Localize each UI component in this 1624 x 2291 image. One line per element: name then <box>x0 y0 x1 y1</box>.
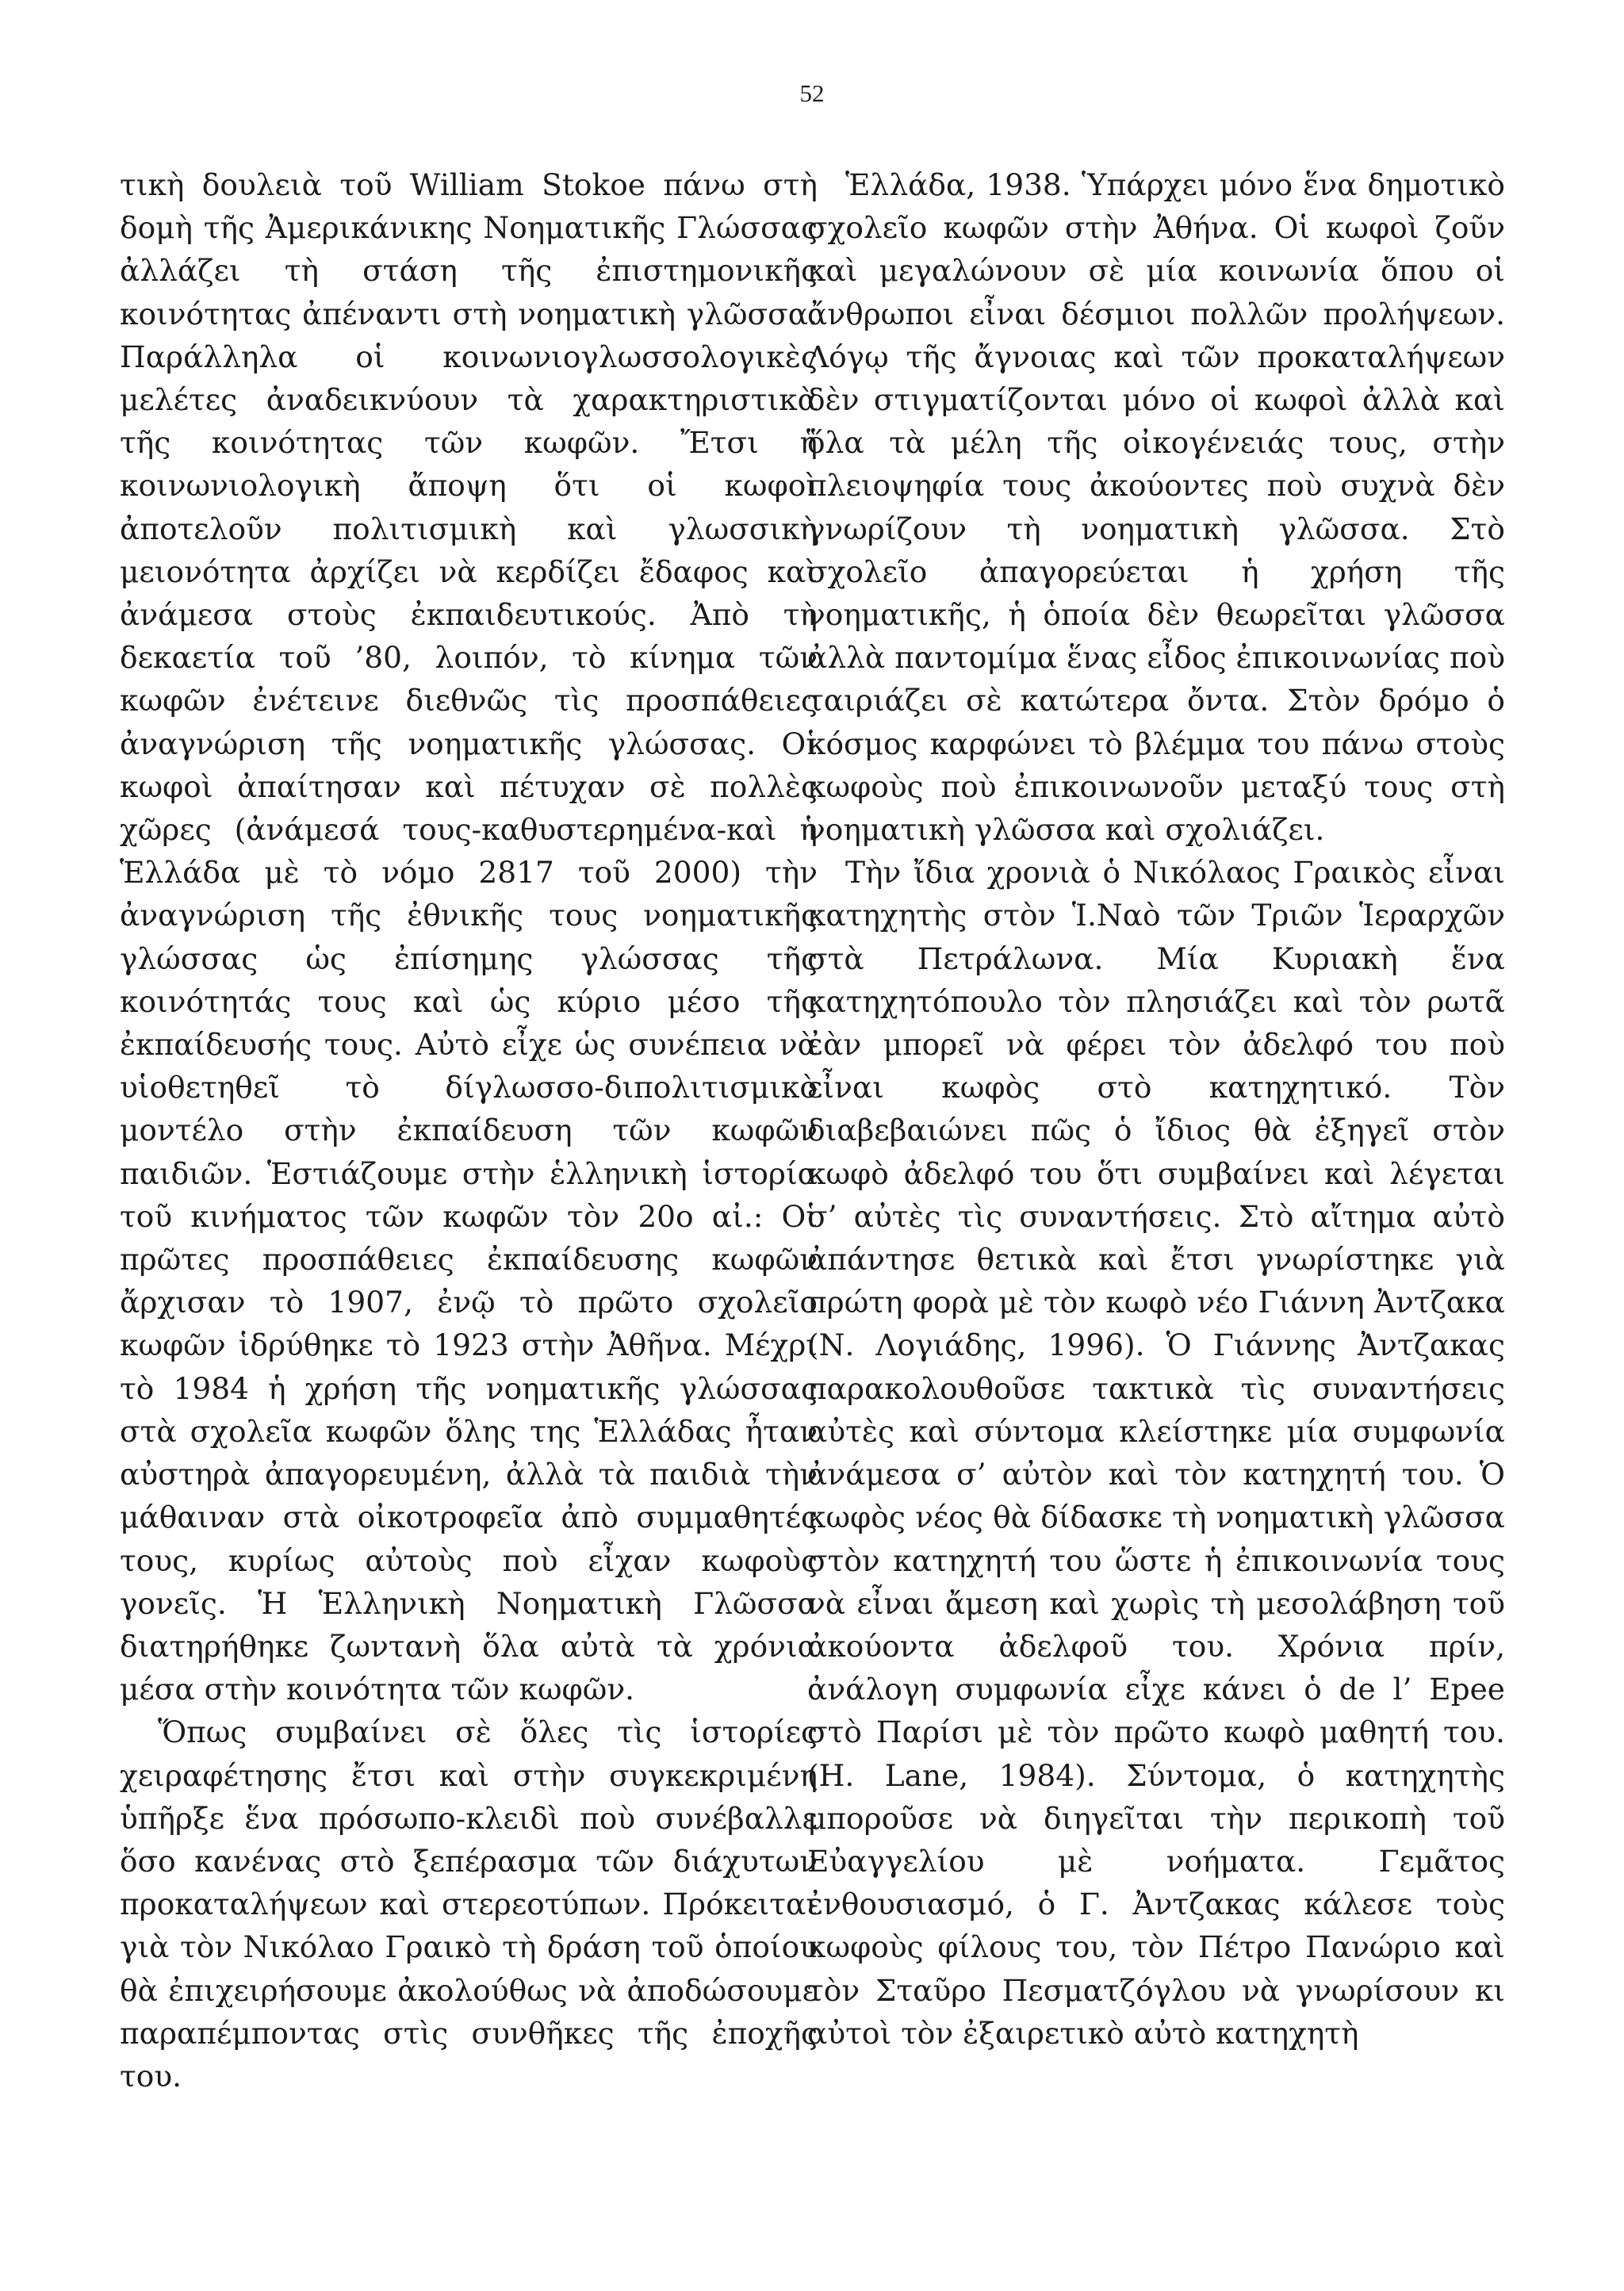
left-column <box>120 163 818 2098</box>
right-paragraph-2: Τὴν ἴδια χρονιὰ ὁ Νικόλαος Γραικὸς εἶναι κατηχητὴς στὸν Ἱ.Ναὸ τῶν Τριῶν Ἱεραρχῶν στὰ Πετράλωνα. Μία Κυριακὴ ἕνα κατηχητόπουλο τὸν πλησιάζει καὶ τὸν ρωτᾶ ἐὰν μπορεῖ νὰ φέρει τὸν ἀδελφό του ποὺ εἶναι κωφὸς στὸ κατηχητικό. Τὸν διαβεβαιώνει πῶς ὁ ἴδιος θὰ ἐξηγεῖ στὸν κωφὸ ἀδελφό του ὅτι συμβαίνει καὶ λέγεται σ’ αὐτὲς τὶς συναντήσεις. Στὸ αἴτημα αὐτὸ ἀπάντησε θετικὰ καὶ ἔτσι γνωρίστηκε γιὰ πρώτη φορὰ μὲ τὸν κωφὸ νέο Γιάννη Ἀντζακα (Ν. Λογιάδης, 1996). Ὁ Γιάννης Ἀντζακας παρακολουθοῦσε τακτικὰ τὶς συναντήσεις αὐτὲς καὶ σύντομα κλείστηκε μία συμφωνία ἀνάμεσα σ’ αὐτὸν καὶ τὸν κατηχητή του. Ὁ κωφὸς νέος θὰ δίδασκε τὴ νοηματικὴ γλῶσσα στὸν κατηχητή του ὥστε ἡ ἐπικοινωνία τους νὰ εἶναι ἄμεση καὶ χωρὶς τὴ μεσολάβηση τοῦ ἀκούοντα ἀδελφοῦ του. Χρόνια πρίν, ἀνάλογη συμφωνία εἶχε κάνει ὁ de l’ Epee στὸ Παρίσι μὲ τὸν πρῶτο κωφὸ μαθητή του. (H. Lane, 1984). Σύντομα, ὁ κατηχητὴς μποροῦσε νὰ διηγεῖται τὴν περικοπὴ τοῦ Εὐαγγελίου μὲ νοήματα. Γεμᾶτος ἐνθουσιασμό, ὁ Γ. Ἀντζακας κάλεσε τοὺς κωφοὺς φίλους του, τὸν Πέτρο Πανώριο καὶ τὸν Σταῦρο Πεσματζόγλου νὰ γνωρίσουν κι αὐτοὶ τὸν ἐξαιρετικὸ αὐτὸ κατηχητὴ <box>807 855 1505 2051</box>
left-paragraph-2: Ὅπως συμβαίνει σὲ ὅλες τὶς ἱστορίες χειραφέτησης ἔτσι καὶ στὴν συγκεκριμένη ὑπῆρξε ἕνα πρόσωπο-κλειδὶ ποὺ συνέβαλλε ὅσο κανένας στὸ ξεπέρασμα τῶν διάχυτων προκαταλήψεων καὶ στερεοτύπων. Πρόκειται γιὰ τὸν Νικόλαο Γραικὸ τὴ δράση τοῦ ὁποίου θὰ ἐπιχειρήσουμε ἀκολούθως νὰ ἀποδώσουμε παραπέμποντας στὶς συνθῆκες τῆς ἐποχῆς του. <box>120 1714 818 2094</box>
right-paragraph-1: Ἑλλάδα, 1938. Ὑπάρχει μόνο ἕνα δημοτικὸ σχολεῖο κωφῶν στὴν Ἀθήνα. Οἱ κωφοὶ ζοῦν καὶ μεγαλώνουν σὲ μία κοινωνία ὅπου οἱ ἄνθρωποι εἶναι δέσμιοι πολλῶν προλήψεων. Λόγῳ τῆς ἄγνοιας καὶ τῶν προκαταλήψεων δὲν στιγματίζονται μόνο οἱ κωφοὶ ἀλλὰ καὶ ὅλα τὰ μέλη τῆς οἰκογένειάς τους, στὴν πλειοψηφία τους ἀκούοντες ποὺ συχνὰ δὲν γνωρίζουν τὴ νοηματικὴ γλῶσσα. Στὸ σχολεῖο ἀπαγορεύεται ἡ χρήση τῆς νοηματικῆς, ἡ ὁποία δὲν θεωρεῖται γλῶσσα ἀλλὰ παντομίμα ἕνας εἶδος ἐπικοινωνίας ποὺ ταιριάζει σὲ κατώτερα ὄντα. Στὸν δρόμο ὁ κόσμος καρφώνει τὸ βλέμμα του πάνω στοὺς κωφοὺς ποὺ ἐπικοινωνοῦν μεταξύ τους στὴ νοηματικὴ γλῶσσα καὶ σχολιάζει. <box>807 167 1505 848</box>
page-number: 52 <box>799 79 825 107</box>
left-paragraph-1: τικὴ δουλειὰ τοῦ William Stokoe πάνω στὴ δομὴ τῆς Ἀμερικάνικης Νοηματικῆς Γλώσσας ἀλλάζει τὴ στάση τῆς ἐπιστημονικῆς κοινότητας ἀπέναντι στὴ νοηματικὴ γλῶσσα. Παράλληλα οἱ κοινωνιογλωσσολογικὲς μελέτες ἀναδεικνύουν τὰ χαρακτηριστικὰ τῆς κοινότητας τῶν κωφῶν. Ἔτσι ἡ κοινωνιολογικὴ ἄποψη ὅτι οἱ κωφοὶ ἀποτελοῦν πολιτισμικὴ καὶ γλωσσικὴ μειονότητα ἀρχίζει νὰ κερδίζει ἔδαφος καὶ ἀνάμεσα στοὺς ἐκπαιδευτικούς. Ἀπὸ τὴ δεκαετία τοῦ ’80, λοιπόν, τὸ κίνημα τῶν κωφῶν ἐνέτεινε διεθνῶς τὶς προσπάθειες ἀναγνώριση τῆς νοηματικῆς γλώσσας. Οἱ κωφοὶ ἀπαίτησαν καὶ πέτυχαν σὲ πολλὲς χῶρες (ἀνάμεσά τους-καθυστερημένα-καὶ ἡ Ἑλλάδα μὲ τὸ νόμο 2817 τοῦ 2000) τὴν ἀναγνώριση τῆς ἐθνικῆς τους νοηματικῆς γλώσσας ὡς ἐπίσημης γλώσσας τῆς κοινότητάς τους καὶ ὡς κύριο μέσο τῆς ἐκπαίδευσής τους. Αὐτὸ εἶχε ὡς συνέπεια νὰ υἱοθετηθεῖ τὸ δίγλωσσο-διπολιτισμικὸ μοντέλο στὴν ἐκπαίδευση τῶν κωφῶν παιδιῶν. Ἑστιάζουμε στὴν ἑλληνικὴ ἱστορία τοῦ κινήματος τῶν κωφῶν τὸν 20ο αἰ.: Οἱ πρῶτες προσπάθειες ἐκπαίδευσης κωφῶν ἄρχισαν τὸ 1907, ἐνῷ τὸ πρῶτο σχολεῖο κωφῶν ἱδρύθηκε τὸ 1923 στὴν Ἀθῆνα. Μέχρι τὸ 1984 ἡ χρήση τῆς νοηματικῆς γλώσσας στὰ σχολεῖα κωφῶν ὅλης της Ἑλλάδας ἦταν αὐστηρὰ ἀπαγορευμένη, ἀλλὰ τὰ παιδιὰ τὴν μάθαιναν στὰ οἰκοτροφεῖα ἀπὸ συμμαθητές τους, κυρίως αὐτοὺς ποὺ εἶχαν κωφοὺς γονεῖς. Ἡ Ἑλληνικὴ Νοηματικὴ Γλῶσσα διατηρήθηκε ζωντανὴ ὅλα αὐτὰ τὰ χρόνια μέσα στὴν κοινότητα τῶν κωφῶν. <box>120 167 818 1707</box>
right-column <box>807 163 1505 2055</box>
